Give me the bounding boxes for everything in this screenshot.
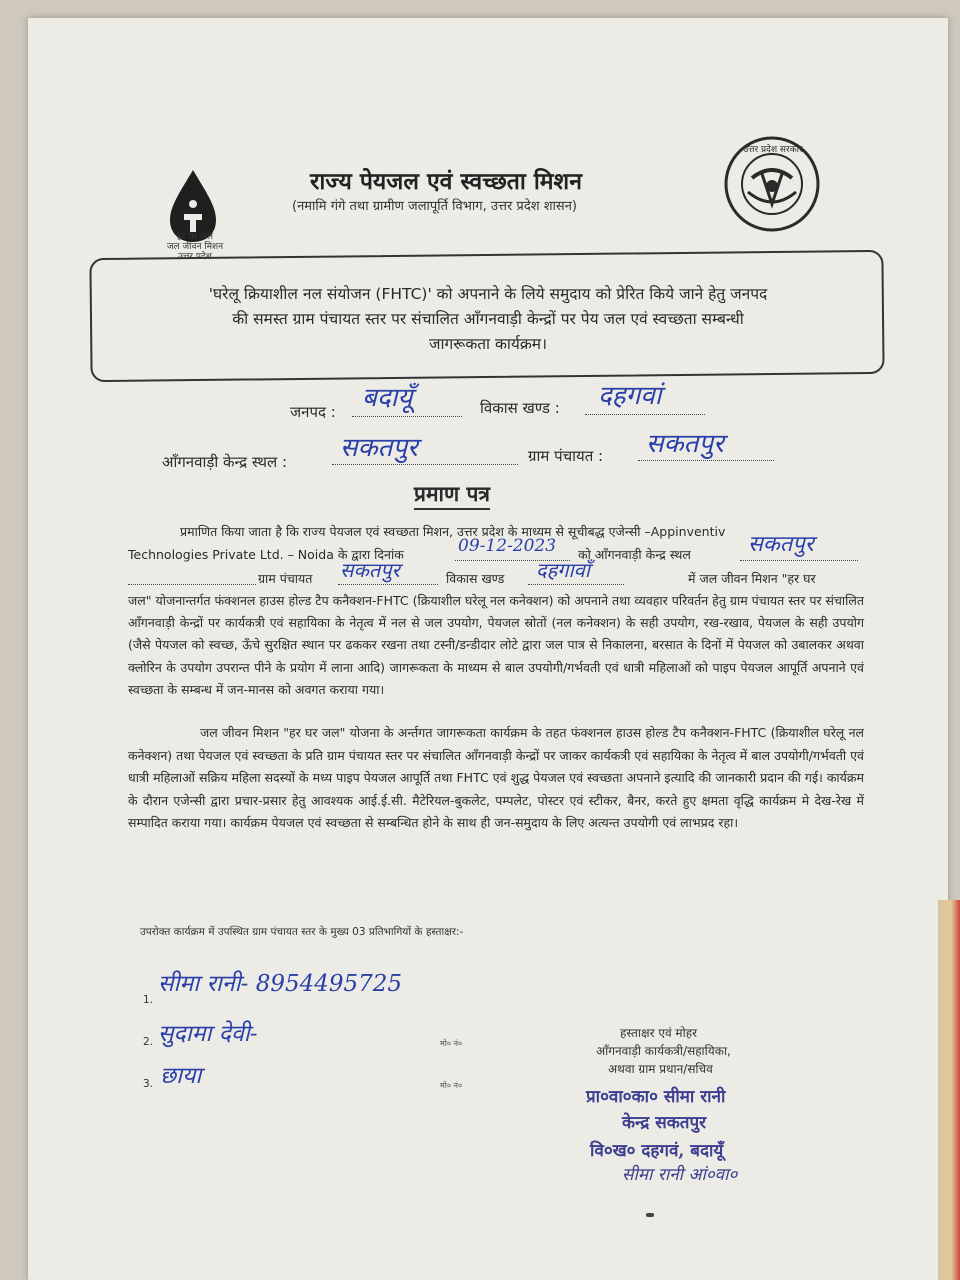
- anganwadi-center-value: सकतपुर: [340, 433, 418, 463]
- logo-line-1: हर घर जल: [177, 232, 213, 242]
- block-label: विकास खण्ड :: [480, 399, 560, 417]
- participants-intro: उपरोक्त कार्यक्रम में उपस्थित ग्राम पंचायत स्तर के मुख्य 03 प्रतिभागियों के हस्ताक्षर:-: [140, 926, 464, 938]
- anganwadi-center-label: आँगनवाड़ी केन्द्र स्थल :: [162, 453, 288, 471]
- page-edge-decoration: [938, 900, 960, 1280]
- gram-panchayat-label: ग्राम पंचायत :: [528, 447, 604, 465]
- participant-2-mobile-label: मो० नं०: [440, 1039, 463, 1048]
- center-hand-underline: [740, 560, 858, 561]
- cert-para1-gp-label: ग्राम पंचायत: [258, 571, 313, 586]
- logo-line-3: उत्तर प्रदेश: [178, 252, 212, 262]
- line3-leading-dots: [128, 584, 256, 585]
- signature-role-1: आँगनवाड़ी कार्यकत्री/सहायिका,: [596, 1044, 731, 1058]
- block-underline: [585, 414, 705, 415]
- logo-line-2: जल जीवन मिशन: [166, 242, 224, 252]
- participant-1-number: 1.: [143, 994, 154, 1006]
- participant-2-signature: सुदामा देवी-: [158, 1021, 258, 1047]
- topic-text: [108, 282, 868, 357]
- gp-underline: [638, 460, 774, 461]
- cert-para1-line2b: को आँगनवाड़ी केन्द्र स्थल: [578, 547, 691, 562]
- signature-role-2: अथवा ग्राम प्रधान/सचिव: [608, 1062, 713, 1076]
- participant-1-signature: सीमा रानी- 8954495725: [158, 971, 403, 997]
- participant-2-number: 2.: [143, 1036, 154, 1048]
- district-value: बदायूँ: [362, 383, 413, 413]
- cert-para2-body: जल जीवन मिशन "हर घर जल" योजना के अर्न्तगत जागरूकता कार्यक्रम के तहत फंक्शनल हाउस होल्ड टैप कनैक्शन-FHTC (क्रियाशील घरेलू नल कनेक्शन) तथा पेयजल एवं स्वच्छता के प्रति ग्राम पंचायत स्तर पर संचालित आँगनवाड़ी केन्द्रों पर जाकर कार्यकत्री एवं सहायिका के नेतृत्व में बाल उपयोगी/गर्भवती एवं धात्री महिलाओं सक्रिय महिला सदस्यों के मध्य पाइप पेयजल आपूर्ति तथा FHTC एवं शुद्ध पेयजल एवं स्वच्छता अपनाने इत्यादि की जानकारी प्रदान की गई। कार्यक्रम के दौरान एजेन्सी द्वारा प्रचार-प्रसार हेतु आवश्यक आई.ई.सी. मैटेरियल-बुकलेट, पम्पलेट, पोस्टर एवं स्टीकर, बैनर, करते हुए क्षमता वृद्धि कार्यक्रम मे देख-रेख में सम्पादित कराया गया। कार्यक्रम पेयजल एवं स्वच्छता से सम्बन्धित होने के साथ ही जन-समुदाय के लिए अत्यन्त उपयोगी एवं लाभप्रद रहा।: [128, 725, 864, 831]
- stamp-line-1: प्रा०वा०का० सीमा रानी: [586, 1087, 726, 1107]
- certificate-heading: प्रमाण पत्र: [414, 480, 490, 510]
- center-underline: [332, 464, 518, 465]
- block-hand-underline: [528, 584, 624, 585]
- gp-hand-value: सकतपुर: [340, 558, 400, 582]
- page-subtitle: (नमामि गंगे तथा ग्रामीण जलापूर्ति विभाग, उत्तर प्रदेश शासन): [292, 199, 577, 214]
- seal-text: उत्तर प्रदेश सरकार: [743, 145, 803, 155]
- center-hand-value: सकतपुर: [748, 532, 814, 557]
- participant-3-mobile-label: मो० नं०: [440, 1081, 463, 1090]
- cert-para1-line3-tail: में जल जीवन मिशन "हर घर: [688, 571, 816, 586]
- topic-line-3: जागरूकता कार्यक्रम।: [429, 335, 547, 353]
- cert-para1-body: जल" योजनान्तर्गत फंक्शनल हाउस होल्ड टैप कनैक्शन-FHTC (क्रियाशील घरेलू नल कनेक्शन) को अपनाने तथा व्यवहार परिवर्तन हेतु ग्राम पंचायत स्तर पर संचालित आँगनवाड़ी केन्द्रों पर कार्यकत्री एवं सहायिका के नेतृत्व में नल से जल उपयोग, पेयजल स्रोतों (नल कनेक्शन) के सही उपयोग, रख-रखाव, पेयजल के सही उपयोग (जैसे पेयजल को स्वच्छ, ऊँचे सुरक्षित स्थान पर ढककर रखना तथा टस्नी/डन्डीदार लोटे द्वारा जल पात्र से निकालना, बरसात के दिनों में पेयजल को उबालकर अथवा क्लोरिन के उपयोग उपरान्त पीने के प्रयोग में लाना आदि) जागरूकता के माध्यम से बाल उपयोगी/गर्भवती एवं धात्री महिलाओं को पाइप पेयजल आपूर्ति अपनाने एवं स्वच्छता के सम्बन्ध में जन-मानस को अवगत कराया गया।: [128, 593, 865, 697]
- block-hand-value: दहगावाँ: [536, 558, 590, 582]
- cert-para1-block-label: विकास खण्ड: [446, 571, 505, 586]
- signature-title: हस्ताक्षर एवं मोहर: [620, 1026, 698, 1040]
- cert-para1-line2a: Technologies Private Ltd. – Noida के द्वारा दिनांक: [128, 547, 404, 562]
- block-value: दहगवां: [598, 381, 662, 411]
- gp-hand-underline: [338, 584, 438, 585]
- topic-line-2: की समस्त ग्राम पंचायत स्तर पर संचालित आँगनवाड़ी केन्द्रों पर पेय जल एवं स्वच्छता सम्बन्धी: [232, 310, 744, 328]
- participant-3-signature: छाया: [160, 1063, 202, 1089]
- stamp-line-2: केन्द्र सकतपुर: [622, 1113, 707, 1133]
- cert-para1-line1: प्रमाणित किया जाता है कि राज्य पेयजल एवं स्वच्छता मिशन, उत्तर प्रदेश के माध्यम से सूचीबद्ध एजेन्सी –Appinventiv: [180, 524, 726, 539]
- gram-panchayat-value: सकतपुर: [646, 429, 724, 459]
- stamp-line-3: वि०ख० दहगवं, बदायूँ: [590, 1141, 724, 1161]
- ink-mark: [646, 1213, 654, 1217]
- participant-3-number: 3.: [143, 1078, 154, 1090]
- official-signature: सीमा रानी आं०वा०: [622, 1165, 738, 1185]
- page-title: राज्य पेयजल एवं स्वच्छता मिशन: [310, 169, 582, 195]
- district-underline: [352, 416, 462, 417]
- topic-line-1: 'घरेलू क्रियाशील नल संयोजन (FHTC)' को अपनाने के लिये समुदाय को प्रेरित किये जाने हेतु जनपद: [208, 285, 768, 303]
- date-value: 09-12-2023: [458, 536, 557, 556]
- district-label: जनपद :: [290, 403, 336, 421]
